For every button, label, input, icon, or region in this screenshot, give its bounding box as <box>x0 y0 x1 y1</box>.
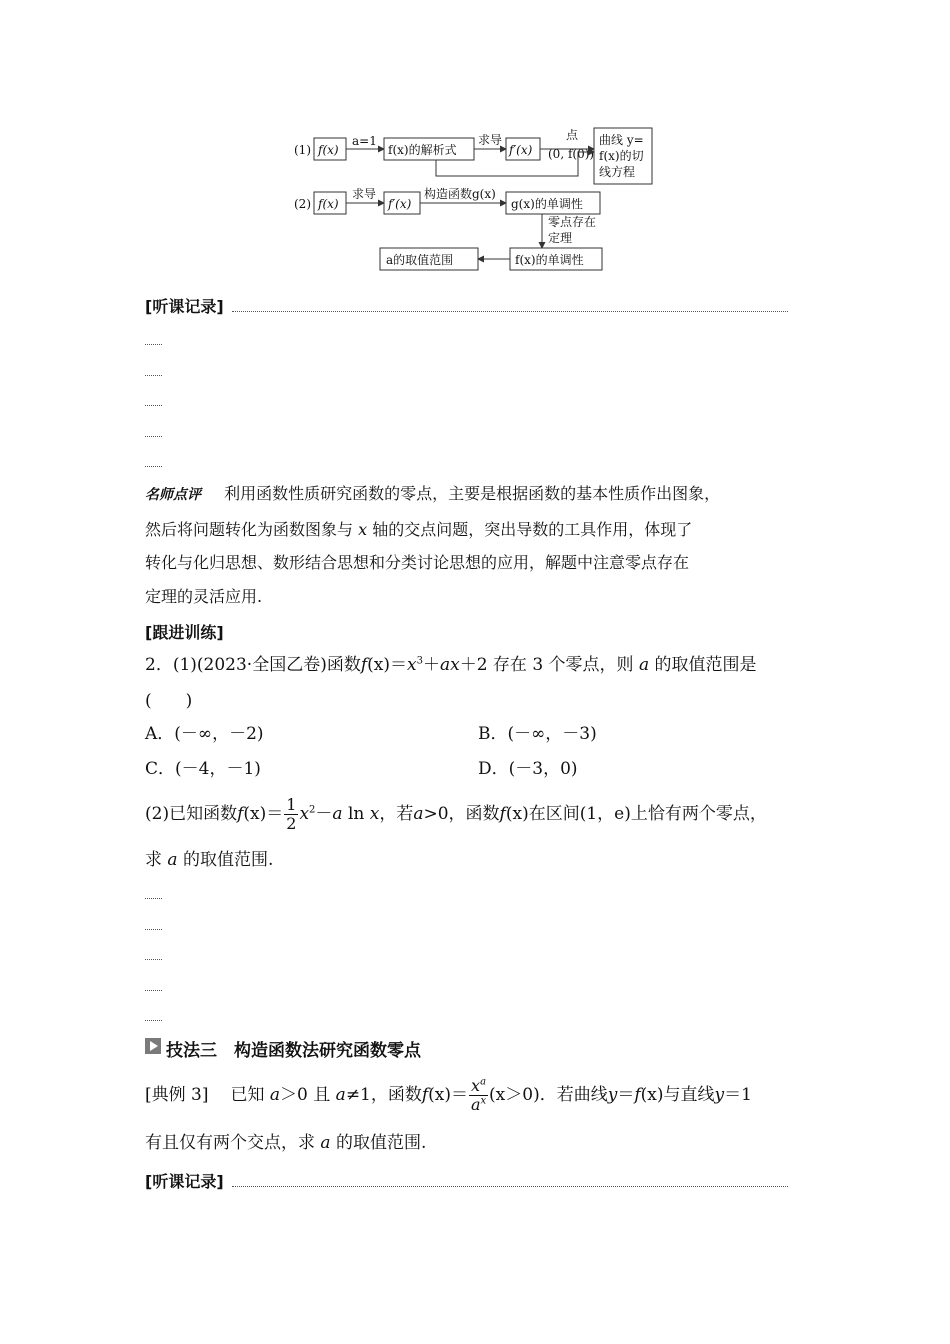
option-c[interactable]: C．(－4，－1) <box>145 759 261 779</box>
notes-label-1: [听课记录] <box>145 297 224 316</box>
example3-line2b: 的取值范围. <box>335 1133 427 1153</box>
q2-p2-minus: － <box>315 804 333 824</box>
q2-p2-x2: x <box>299 804 310 824</box>
flow-row1-tangent-1: 曲线 y= <box>599 133 644 147</box>
q2-p1-eq: ＝ <box>390 655 407 675</box>
example3-num-exp: a <box>480 1076 487 1088</box>
flow-row2-construct: 构造函数g(x) <box>424 187 496 201</box>
q2-p1-f: f <box>360 655 368 675</box>
notes-line-1[interactable] <box>145 344 162 345</box>
notes-line-4[interactable] <box>145 436 162 437</box>
flow-row1-tangent-3: 线方程 <box>599 165 636 179</box>
flow-row2-fprime: f′(x) <box>388 197 412 211</box>
example3-num-x: x <box>471 1076 481 1095</box>
evaluation-line-1 <box>145 483 720 506</box>
answer-line-4[interactable] <box>145 990 162 991</box>
option-a[interactable]: A．(－∞，－2) <box>145 724 264 744</box>
example3-f2: f <box>634 1085 641 1105</box>
flow-row1-fprime: f′(x) <box>509 143 533 157</box>
evaluation-heading: 名师点评 <box>145 487 201 503</box>
notes-line-3[interactable] <box>145 405 162 406</box>
example3-den-a: a <box>470 1095 481 1114</box>
example3-t1: 已知 <box>230 1085 265 1105</box>
example3-numerator <box>469 1078 488 1096</box>
example3-line-2 <box>145 1132 426 1154</box>
q2-part1-line <box>145 654 757 676</box>
q2-p2-cond2: >0，函数 <box>423 804 500 824</box>
q2-p2-x: (x)＝ <box>243 804 284 824</box>
flow-row1-point-coord: (0, f(0)) <box>548 147 595 161</box>
evaluation-line-4: 定理的灵活应用. <box>145 587 263 606</box>
example3-a1: a <box>269 1085 281 1105</box>
example3-a2: a <box>335 1085 346 1105</box>
q2-p1-tail: 的取值范围是 <box>654 655 757 675</box>
notes-line-2[interactable] <box>145 375 162 376</box>
q2-p2-cond1: ，若 <box>379 804 414 824</box>
q2-p2-prefix: (2)已知函数 <box>145 804 238 824</box>
example3-line-1 <box>145 1074 752 1116</box>
notes-line-5[interactable] <box>145 466 162 467</box>
q2-p1-plus: ＋ <box>422 655 440 675</box>
evaluation-text-2a: 然后将问题转化为函数图象与 <box>145 520 354 539</box>
example3-den-exp: x <box>480 1095 487 1107</box>
example3-t8: ＝1 <box>724 1085 752 1105</box>
notes-label-2: [听课记录] <box>145 1172 224 1191</box>
q2-p2-tail: (x)在区间(1，e)上恰有两个零点， <box>505 804 767 824</box>
option-b[interactable]: B．(－∞，－3) <box>478 724 597 744</box>
q2-p1-x3: x <box>407 655 417 675</box>
answer-line-3[interactable] <box>145 959 162 960</box>
flow-row1-tangent-2: f(x)的切 <box>599 149 644 163</box>
q2-p2-den: 2 <box>286 814 297 833</box>
example3-y2: y <box>714 1085 725 1105</box>
q2-p2-f2: f <box>499 804 506 824</box>
flow-row1-analytic: f(x)的解析式 <box>388 143 457 157</box>
q2-p1-x: (x) <box>367 655 390 675</box>
notes-rule-2 <box>232 1186 788 1187</box>
evaluation-x: x <box>358 520 368 539</box>
example3-t3: ≠1，函数 <box>345 1085 422 1105</box>
flow-row2-zero-2: 定理 <box>548 231 573 245</box>
flow-row2-g-mono: g(x)的单调性 <box>511 197 583 211</box>
q2-p2-line2b: 的取值范围. <box>182 850 274 870</box>
q2-p2-lnx: x <box>369 804 380 824</box>
example3-t7: (x)与直线 <box>640 1085 715 1105</box>
flow-row2-f-mono: f(x)的单调性 <box>515 253 584 267</box>
answer-line-2[interactable] <box>145 929 162 930</box>
q2-p1-rest: ＋2 存在 3 个零点，则 <box>459 655 634 675</box>
q2-p1-ax: ax <box>439 655 460 675</box>
q2-p2-num: 1 <box>286 795 297 814</box>
example3-label: [典例 3] <box>145 1085 209 1105</box>
notes-rule-1 <box>232 311 788 312</box>
example3-line2-a: a <box>320 1133 331 1153</box>
answer-line-5[interactable] <box>145 1020 162 1021</box>
q2-p2-line2-a: a <box>167 850 178 870</box>
q2-p1-a: a <box>638 655 650 675</box>
flow-row1-label: (1) <box>294 143 311 157</box>
flowchart-diagram <box>288 122 668 274</box>
q2-p2-a: a <box>332 804 343 824</box>
example3-line2a: 有且仅有两个交点，求 <box>145 1133 315 1153</box>
practice-label: [跟进训练] <box>145 623 224 642</box>
technique-title: 技法三 构造函数法研究函数零点 <box>166 1041 421 1061</box>
example3-t4: (x)＝ <box>428 1085 469 1105</box>
example3-y1: y <box>607 1085 618 1105</box>
evaluation-line-2 <box>145 519 692 541</box>
option-d[interactable]: D．(－3，0) <box>478 759 578 779</box>
q2-p2-f: f <box>237 804 244 824</box>
q2-p1-prefix: 2．(1)(2023·全国乙卷)函数 <box>145 655 361 675</box>
example3-t6: ＝ <box>617 1085 635 1105</box>
example3-t2: ＞0 且 <box>280 1085 331 1105</box>
flow-row1-derive: 求导 <box>478 133 503 147</box>
flow-row2-fx: f(x) <box>318 197 339 211</box>
flow-row2-derive: 求导 <box>352 187 377 201</box>
q2-p2-a2: a <box>413 804 424 824</box>
example3-denominator <box>469 1096 488 1113</box>
example3-f: f <box>421 1085 429 1105</box>
evaluation-text-1: 利用函数性质研究函数的零点，主要是根据函数的基本性质作出图象， <box>224 484 721 503</box>
q2-p1-exp3: 3 <box>416 655 423 667</box>
q2-p2-line2a: 求 <box>145 850 162 870</box>
evaluation-line-3: 转化与化归思想、数形结合思想和分类讨论思想的应用，解题中注意零点存在 <box>145 553 690 572</box>
flow-row2-label: (2) <box>294 197 311 211</box>
example3-fraction <box>469 1078 488 1113</box>
q2-p2-exp2: 2 <box>309 804 316 816</box>
flow-row2-range: a的取值范围 <box>386 253 454 267</box>
q2-part2-line-2 <box>145 849 273 871</box>
answer-line-1[interactable] <box>145 898 162 899</box>
q2-part2-line <box>145 794 767 834</box>
evaluation-text-2b: 轴的交点问题，突出导数的工具作用，体现了 <box>372 520 693 539</box>
example3-t5: (x＞0)．若曲线 <box>489 1085 608 1105</box>
q2-answer-paren: ( ) <box>145 691 193 711</box>
flow-row2-zero-1: 零点存在 <box>548 215 597 229</box>
q2-p2-fraction <box>284 797 298 832</box>
flow-row1-fx: f(x) <box>318 143 339 157</box>
flow-row1-a-eq: a=1 <box>352 134 377 148</box>
technique-play-icon <box>145 1038 161 1054</box>
flow-row1-point: 点 <box>566 128 579 142</box>
q2-p2-ln: ln <box>347 804 365 824</box>
